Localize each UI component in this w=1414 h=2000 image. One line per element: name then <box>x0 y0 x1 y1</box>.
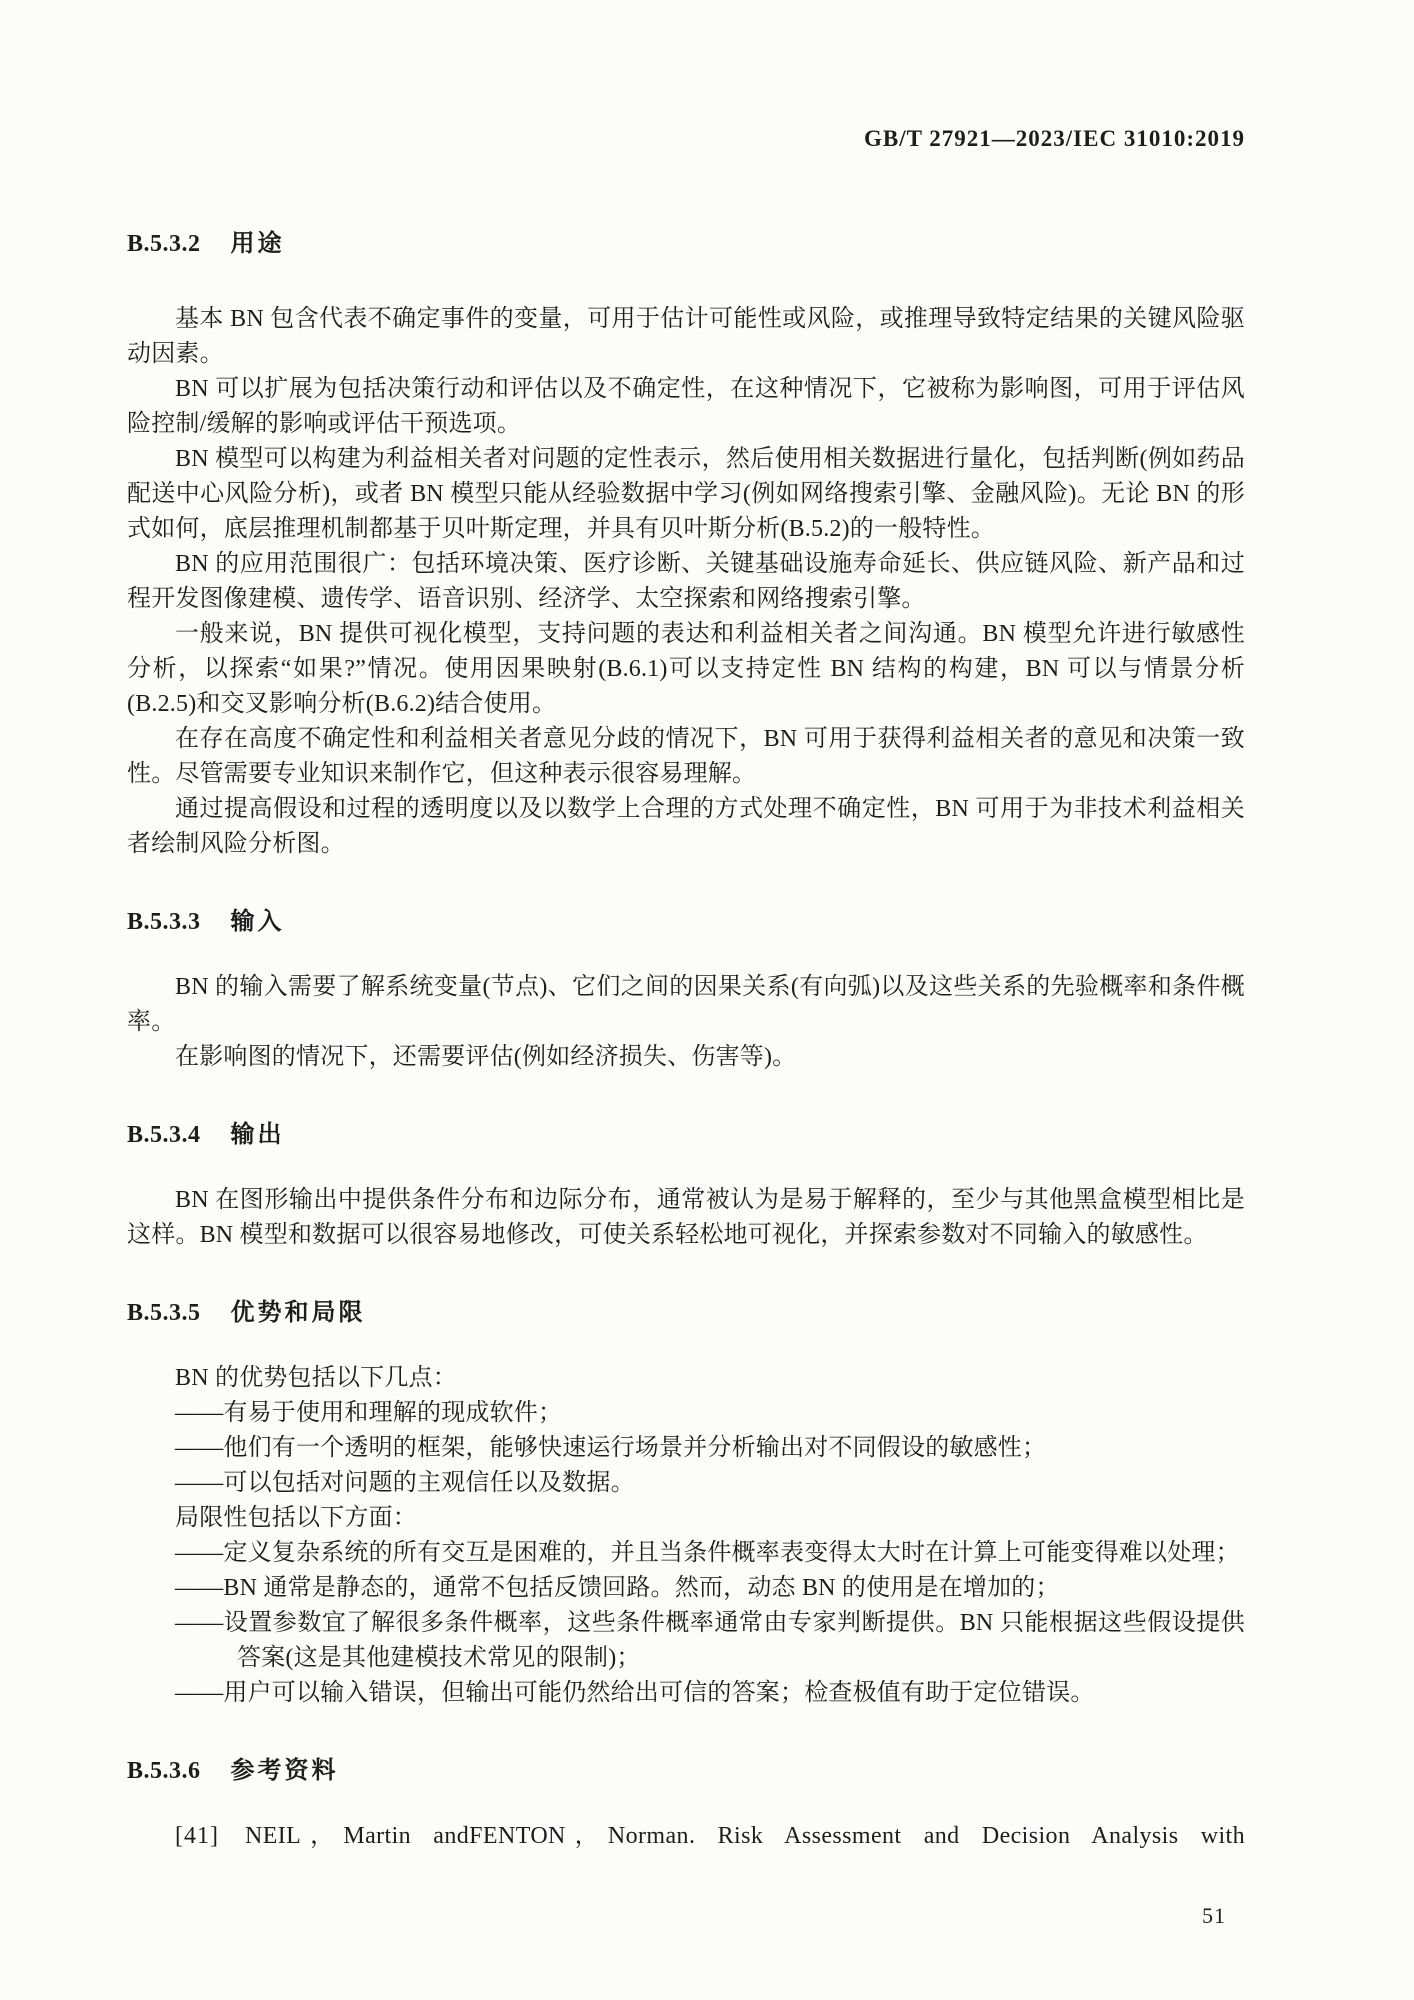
section-number: B.5.3.3 <box>127 909 201 935</box>
section-number: B.5.3.6 <box>127 1758 201 1784</box>
section-title: 参考资料 <box>230 1757 339 1784</box>
section-title: 输入 <box>230 908 285 935</box>
list-item: ——BN 通常是静态的，通常不包括反馈回路。然而，动态 BN 的使用是在增加的； <box>175 1575 1060 1601</box>
section-number: B.5.3.4 <box>127 1122 201 1148</box>
section-number: B.5.3.5 <box>127 1300 201 1326</box>
list-item: ——设置参数宜了解很多条件概率，这些条件概率通常由专家判断提供。BN 只能根据这些假设提供答案(这是其他建模技术常见的限制)； <box>175 1610 1245 1671</box>
section-heading-outputs <box>127 1117 1245 1153</box>
section-title: 优势和局限 <box>230 1299 366 1326</box>
list-item: ——他们有一个透明的框架，能够快速运行场景并分析输出对不同假设的敏感性； <box>175 1435 1047 1461</box>
list-item: ——可以包括对问题的主观信任以及数据。 <box>175 1470 635 1496</box>
paragraph: BN 模型可以构建为利益相关者对问题的定性表示，然后使用相关数据进行量化，包括判断(例如药品配送中心风险分析)，或者 BN 模型只能从经验数据中学习(例如网络搜索引擎、金融风险)。无论 BN 的形式如何，底层推理机制都基于贝叶斯定理，并具有贝叶斯分析(B.5.2)的一般特性。 <box>127 446 1245 542</box>
section-title: 输出 <box>230 1121 285 1148</box>
paragraph: 一般来说，BN 提供可视化模型，支持问题的表达和利益相关者之间沟通。BN 模型允许进行敏感性分析，以探索“如果?”情况。使用因果映射(B.6.1)可以支持定性 BN 结构的构建，BN 可以与情景分析(B.2.5)和交叉影响分析(B.6.2)结合使用。 <box>127 621 1245 717</box>
section-heading-inputs <box>127 904 1245 940</box>
reference-text: NEIL，Martin andFENTON，Norman. Risk Assessment and Decision Analysis with <box>244 1823 1245 1849</box>
paragraph: BN 在图形输出中提供条件分布和边际分布，通常被认为是易于解释的，至少与其他黑盒模型相比是这样。BN 模型和数据可以很容易地修改，可使关系轻松地可视化，并探索参数对不同输入的敏感性。 <box>127 1187 1245 1248</box>
paragraph: 在影响图的情况下，还需要评估(例如经济损失、伤害等)。 <box>175 1044 797 1070</box>
running-header: GB/T 27921—2023/IEC 31010:2019 <box>864 126 1245 151</box>
reference-entry <box>127 1819 1245 1854</box>
paragraph: 局限性包括以下方面： <box>175 1505 417 1531</box>
paragraph: BN 可以扩展为包括决策行动和评估以及不确定性，在这种情况下，它被称为影响图，可用于评估风险控制/缓解的影响或评估干预选项。 <box>127 376 1245 437</box>
reference-number: [41] <box>175 1823 219 1849</box>
section-heading-usage <box>127 226 1245 262</box>
section-heading-strengths-limitations <box>127 1295 1245 1331</box>
list-item: ——用户可以输入错误，但输出可能仍然给出可信的答案；检查极值有助于定位错误。 <box>175 1680 1095 1706</box>
section-heading-references <box>127 1753 1245 1789</box>
list-item: ——定义复杂系统的所有交互是困难的，并且当条件概率表变得太大时在计算上可能变得难以处理； <box>175 1540 1240 1566</box>
section-number: B.5.3.2 <box>127 231 201 257</box>
list-item: ——有易于使用和理解的现成软件； <box>175 1400 563 1426</box>
paragraph: 在存在高度不确定性和利益相关者意见分歧的情况下，BN 可用于获得利益相关者的意见和决策一致性。尽管需要专业知识来制作它，但这种表示很容易理解。 <box>127 726 1245 787</box>
paragraph: BN 的应用范围很广：包括环境决策、医疗诊断、关键基础设施寿命延长、供应链风险、新产品和过程开发图像建模、遗传学、语音识别、经济学、太空探索和网络搜索引擎。 <box>127 551 1245 612</box>
paragraph: 通过提高假设和过程的透明度以及以数学上合理的方式处理不确定性，BN 可用于为非技术利益相关者绘制风险分析图。 <box>127 796 1245 857</box>
paragraph: BN 的输入需要了解系统变量(节点)、它们之间的因果关系(有向弧)以及这些关系的先验概率和条件概率。 <box>127 974 1245 1035</box>
paragraph: 基本 BN 包含代表不确定事件的变量，可用于估计可能性或风险，或推理导致特定结果的关键风险驱动因素。 <box>127 306 1245 367</box>
paragraph: BN 的优势包括以下几点： <box>175 1365 457 1391</box>
section-title: 用途 <box>230 230 285 257</box>
page-number: 51 <box>1202 1903 1226 1928</box>
